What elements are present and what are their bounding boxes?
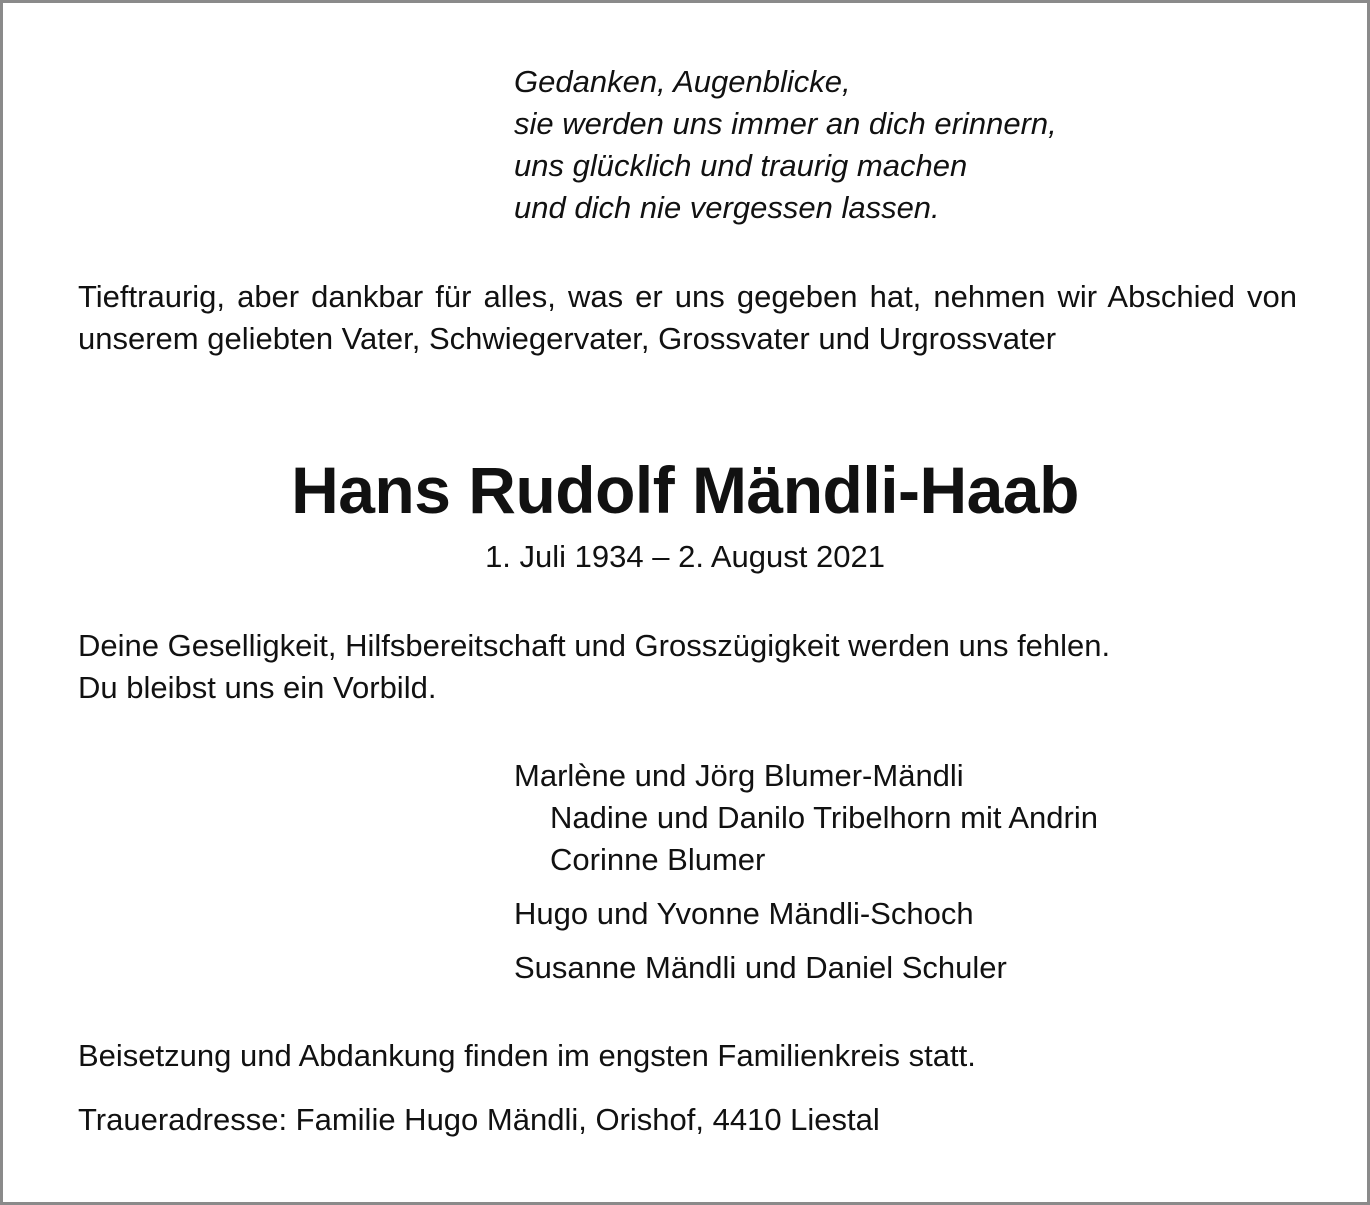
mourners-list <box>514 755 1314 989</box>
deceased-name: Hans Rudolf Mändli-Haab <box>291 453 1079 527</box>
poem-line: und dich nie vergessen lassen. <box>514 190 940 225</box>
mourner-name: Nadine und Danilo Tribelhorn mit Andrin <box>550 800 1098 835</box>
tribute-paragraph <box>78 625 1297 709</box>
memorial-poem <box>514 61 1314 229</box>
mourner-name: Susanne Mändli und Daniel Schuler <box>514 950 1007 985</box>
poem-line: uns glücklich und traurig machen <box>514 148 968 183</box>
mourning-address: Traueradresse: Familie Hugo Mändli, Orishof, 4410 Liestal <box>78 1102 880 1137</box>
life-dates: 1. Juli 1934 – 2. August 2021 <box>485 539 885 574</box>
mourner-name: Corinne Blumer <box>550 842 766 877</box>
funeral-note: Beisetzung und Abdankung finden im engsten Familienkreis statt. <box>78 1038 976 1073</box>
mourner-group <box>514 893 1314 935</box>
mourner-group <box>514 755 1314 881</box>
mourner-name: Marlène und Jörg Blumer-Mändli <box>514 758 964 793</box>
intro-paragraph: Tieftraurig, aber dankbar für alles, was er uns gegeben hat, nehmen wir Abschied von unserem geliebten Vater, Schwiegervater, Grossvater und Urgrossvater <box>78 279 1297 356</box>
mourner-group <box>514 947 1314 989</box>
tribute-line: Du bleibst uns ein Vorbild. <box>78 670 437 705</box>
poem-line: Gedanken, Augenblicke, <box>514 64 851 99</box>
poem-line: sie werden uns immer an dich erinnern, <box>514 106 1057 141</box>
mourner-name: Hugo und Yvonne Mändli-Schoch <box>514 896 974 931</box>
tribute-line: Deine Geselligkeit, Hilfsbereitschaft und Grosszügigkeit werden uns fehlen. <box>78 628 1111 663</box>
